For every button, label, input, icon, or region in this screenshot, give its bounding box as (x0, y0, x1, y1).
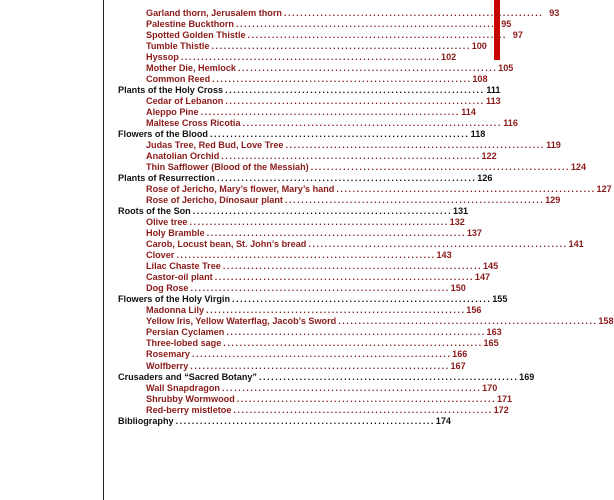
toc-entry-title: Persian Cyclamen (146, 327, 225, 338)
toc-page-number: 172 (493, 404, 509, 415)
toc-entry-row (118, 74, 488, 85)
toc-entry-title: Thin Safflower (Blood of the Messiah) (146, 162, 309, 173)
toc-section-row (118, 294, 508, 305)
toc-entry-row (118, 261, 499, 272)
dot-leader (217, 173, 474, 184)
toc-entry-row (118, 96, 501, 107)
toc-page-number: 155 (492, 294, 508, 305)
dot-leader (336, 184, 593, 195)
dot-leader (210, 129, 467, 140)
toc-entry-title: Spotted Golden Thistle (146, 30, 246, 41)
toc-page-number: 166 (452, 349, 468, 360)
dot-leader (308, 239, 565, 250)
toc-section-row (118, 371, 535, 383)
dot-leader (238, 63, 495, 74)
toc-entry-row (118, 338, 499, 349)
dot-leader (207, 228, 464, 239)
toc-entry-title: Cedar of Lebanon (146, 96, 224, 107)
toc-entry-title: Carob, Locust bean, St. John’s bread (146, 239, 307, 250)
toc-page-number: 174 (435, 415, 451, 426)
toc-entry-row (118, 360, 466, 372)
toc-page-number: 102 (441, 52, 457, 63)
toc-entry-row (118, 162, 587, 173)
toc-entry-title: Flowers of the Holy Virgin (118, 294, 231, 305)
toc-page-number: 95 (501, 19, 512, 30)
dot-leader (176, 416, 433, 427)
dot-leader (285, 140, 542, 151)
dot-leader (223, 338, 480, 349)
toc-entry-title: Lilac Chaste Tree (146, 261, 221, 272)
dot-leader (190, 283, 447, 294)
dot-leader (236, 19, 493, 30)
toc-page-number: 108 (472, 74, 488, 85)
toc-page-number: 167 (450, 360, 466, 371)
dot-leader (248, 30, 505, 41)
toc-page-number: 141 (568, 239, 584, 250)
toc-page-number: 163 (486, 327, 502, 338)
toc-entry-row (118, 107, 476, 118)
toc-entry-row (118, 217, 465, 228)
dot-leader (190, 361, 447, 372)
dot-leader (181, 52, 438, 63)
toc-page-number: 122 (481, 151, 497, 162)
toc-page-number: 143 (436, 250, 452, 261)
dot-leader (311, 162, 568, 173)
dot-leader (338, 316, 595, 327)
dot-leader (223, 261, 480, 272)
toc-entry-title: Plants of the Holy Cross (118, 85, 224, 96)
toc-entry-row (118, 19, 512, 30)
table-of-contents (118, 8, 614, 427)
toc-section-row (118, 173, 493, 184)
toc-entry-row (118, 404, 509, 416)
toc-page-number: 147 (474, 272, 491, 283)
dot-leader (243, 118, 500, 129)
dot-leader (225, 96, 482, 107)
left-margin-rule (103, 0, 104, 500)
toc-entry-row (118, 195, 561, 206)
toc-section-row (118, 85, 501, 96)
toc-page-number: 158 (598, 316, 614, 327)
toc-entry-title: Flowers of the Blood (118, 129, 208, 140)
dot-leader (225, 85, 482, 96)
toc-entry-title: Rose of Jericho, Mary’s flower, Mary’s hand (146, 184, 335, 195)
dot-leader (221, 151, 478, 162)
toc-entry-row (118, 382, 498, 394)
toc-entry-row (118, 272, 491, 283)
toc-entry-title: Maltese Cross Ricotia (146, 118, 241, 129)
toc-page-number: 97 (512, 30, 523, 41)
toc-entry-row (118, 140, 561, 151)
toc-page-number: 114 (461, 107, 476, 118)
dot-leader (189, 217, 446, 228)
toc-entry-title: Shrubby Wormwood (146, 393, 235, 404)
dot-leader (233, 405, 490, 416)
toc-entry-title: Dog Rose (146, 283, 189, 294)
toc-entry-title: Plants of Resurrection (118, 173, 216, 184)
dot-leader (176, 250, 433, 261)
toc-page-number: 119 (546, 140, 561, 151)
toc-entry-row (118, 305, 482, 316)
dot-leader (259, 372, 516, 383)
toc-entry-row (118, 151, 497, 162)
toc-section-row (118, 129, 486, 140)
dot-leader (215, 272, 472, 283)
toc-entry-title: Red-berry mistletoe (146, 404, 232, 415)
toc-page-number: 156 (466, 305, 482, 316)
toc-page-number: 105 (498, 63, 514, 74)
toc-entry-title: Mother Die, Hemlock (146, 63, 236, 74)
toc-page-number: 165 (483, 338, 499, 349)
toc-page-number: 131 (452, 206, 469, 217)
toc-entry-row (118, 239, 584, 250)
dot-leader (192, 349, 449, 360)
toc-page-number: 132 (449, 217, 465, 228)
toc-entry-title: Yellow Iris, Yellow Waterflag, Jacob’s Sword (146, 316, 337, 327)
toc-entry-title: Anatolian Orchid (146, 151, 220, 162)
toc-section-row (118, 415, 451, 427)
toc-page-number: 129 (545, 195, 561, 206)
toc-entry-title: Crusaders and “Sacred Botany” (118, 371, 257, 382)
dot-leader (201, 107, 458, 118)
toc-entry-row (118, 327, 502, 338)
toc-entry-row (118, 118, 518, 129)
toc-entry-row (118, 393, 513, 405)
toc-entry-title: Clover (146, 250, 175, 261)
toc-entry-row (118, 228, 482, 239)
toc-page-number: 127 (596, 184, 612, 195)
toc-entry-title: Garland thorn, Jerusalem thorn (146, 8, 282, 18)
dot-leader (206, 305, 463, 316)
toc-page-number: 124 (570, 162, 587, 173)
toc-page-number: 150 (450, 283, 466, 294)
toc-entry-title: Hyssop (146, 52, 179, 63)
toc-page-number: 111 (486, 85, 501, 96)
dot-leader (285, 195, 542, 206)
toc-entry-title: Holy Bramble (146, 228, 205, 239)
toc-page-number: 137 (466, 228, 482, 239)
toc-section-row (118, 206, 469, 217)
toc-entry-title: Three-lobed sage (146, 338, 222, 349)
toc-entry-row (118, 63, 514, 74)
toc-entry-title: Rosemary (146, 349, 190, 360)
toc-entry-row (118, 283, 466, 294)
toc-entry-title: Tumble Thistle (146, 41, 210, 52)
toc-page-number: 169 (519, 371, 535, 382)
toc-entry-row (118, 8, 560, 19)
toc-entry-row (118, 30, 523, 41)
toc-entry-row (118, 41, 487, 52)
dot-leader (284, 8, 541, 19)
toc-entry-title: Bibliography (118, 415, 174, 426)
toc-entry-row (118, 349, 468, 360)
dot-leader (193, 206, 450, 217)
toc-entry-title: Wolfberry (146, 360, 189, 371)
toc-page-number: 100 (471, 41, 487, 52)
toc-page-number: 126 (477, 173, 493, 184)
toc-page-number: 116 (503, 118, 518, 129)
toc-entry-title: Castor-oil plant (146, 272, 213, 283)
toc-page-number: 118 (470, 129, 486, 140)
toc-page-number: 171 (496, 393, 513, 404)
toc-entry-title: Palestine Buckthorn (146, 19, 234, 30)
toc-page-number: 170 (482, 382, 498, 393)
toc-entry-title: Aleppo Pine (146, 107, 199, 118)
toc-entry-title: Judas Tree, Red Bud, Love Tree (146, 140, 284, 151)
dot-leader (212, 41, 469, 52)
toc-entry-row (118, 316, 614, 327)
toc-entry-title: Wall Snapdragon (146, 382, 220, 393)
toc-entry-title: Roots of the Son (118, 206, 191, 217)
dot-leader (226, 327, 483, 338)
toc-page-number: 113 (486, 96, 501, 107)
toc-entry-title: Rose of Jericho, Dinosaur plant (146, 195, 283, 206)
dot-leader (237, 394, 494, 405)
toc-page-number: 145 (483, 261, 499, 272)
toc-entry-row (118, 52, 457, 63)
toc-entry-row (118, 250, 452, 261)
dot-leader (222, 383, 479, 394)
dot-leader (212, 74, 469, 85)
dot-leader (232, 294, 489, 305)
toc-page-number: 93 (549, 8, 560, 18)
toc-entry-row (118, 184, 612, 195)
toc-entry-title: Madonna Lily (146, 305, 205, 316)
toc-entry-title: Common Reed (146, 74, 211, 85)
toc-entry-title: Olive tree (146, 217, 188, 228)
